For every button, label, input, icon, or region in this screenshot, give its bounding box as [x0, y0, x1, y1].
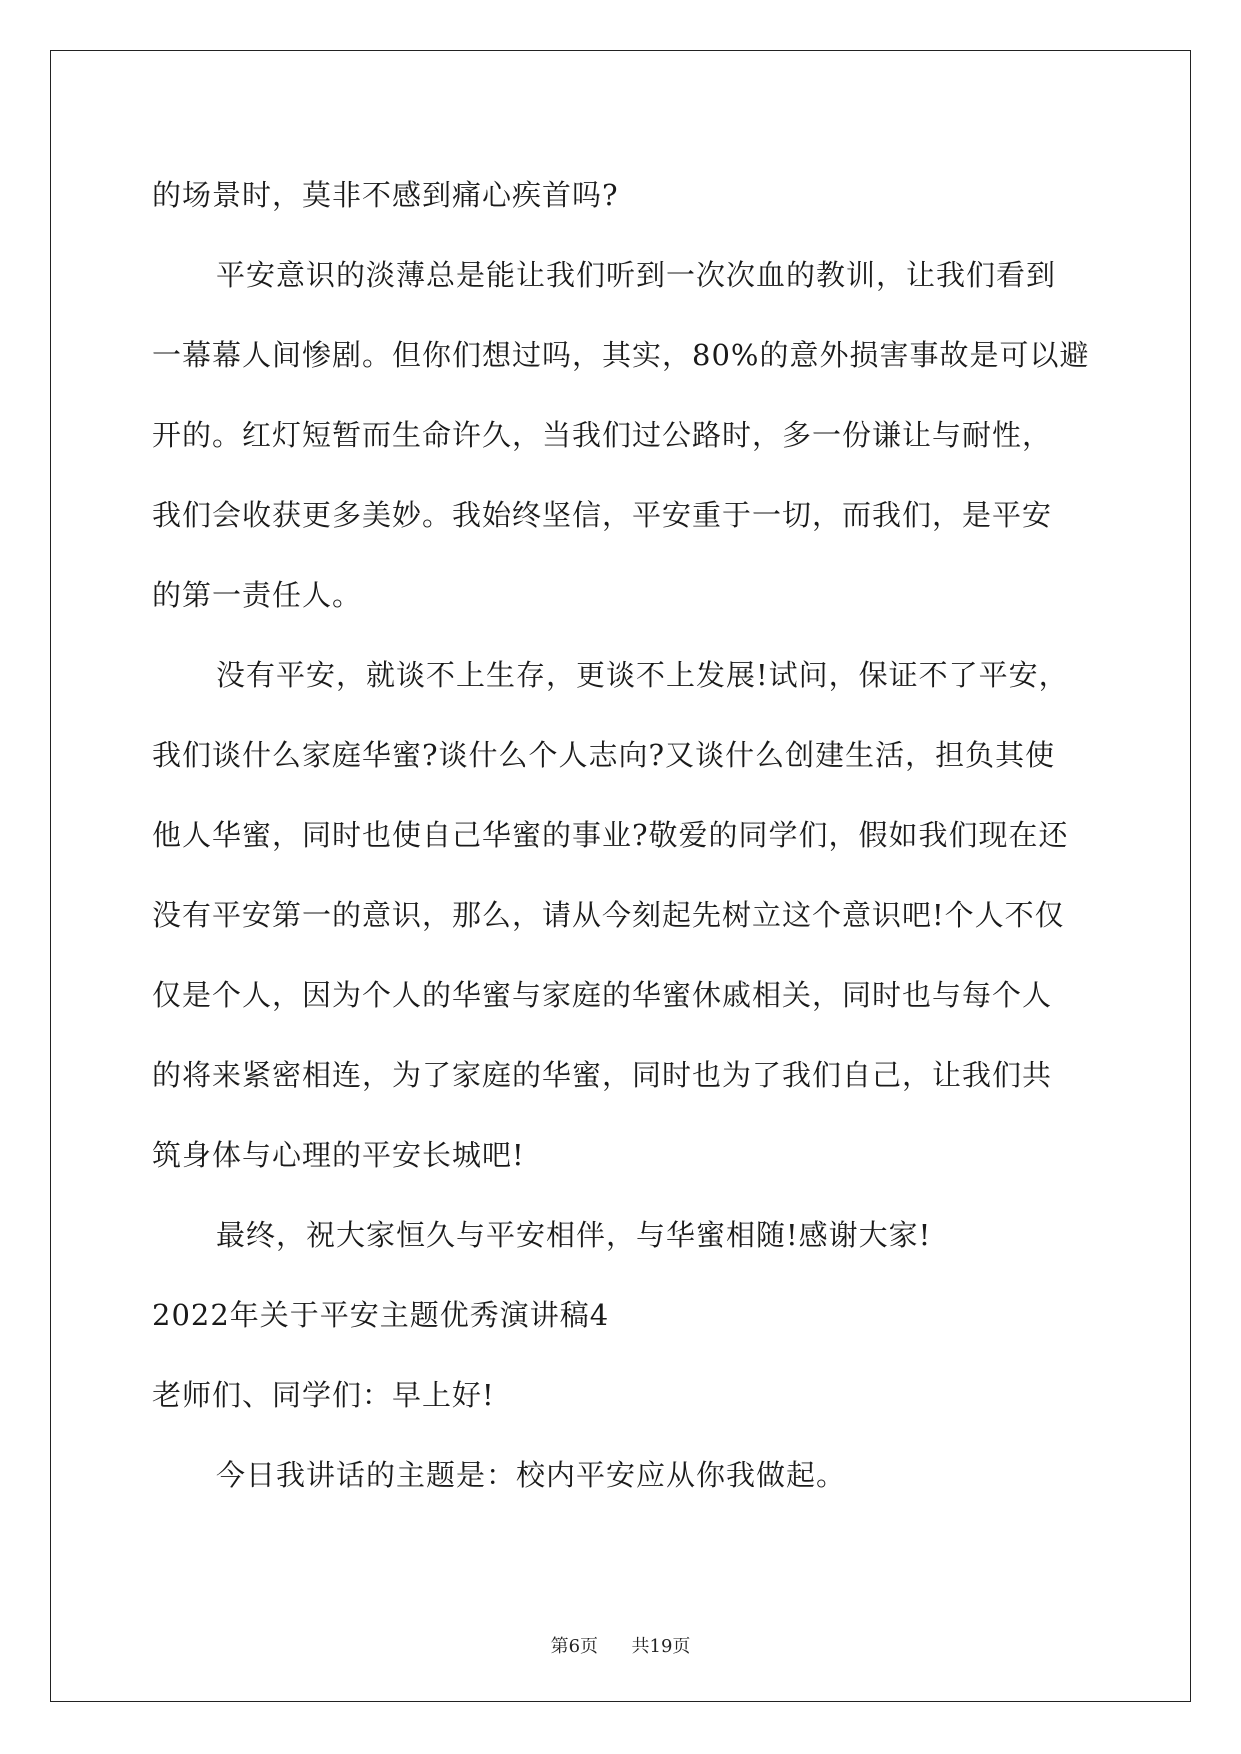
text-line-13: 筑身体与心理的平安长城吧!: [152, 1138, 525, 1172]
document-body: [152, 155, 1112, 1515]
page-footer: [0, 1632, 1241, 1658]
text-line-6: 的第一责任人。: [152, 578, 363, 612]
text-line-4: 开的。红灯短暂而生命许久，当我们过公路时，多一份谦让与耐性，: [152, 418, 1053, 452]
text-line-11: 仅是个人，因为个人的华蜜与家庭的华蜜休戚相关，同时也与每个人: [152, 978, 1053, 1012]
text-line-10: 没有平安第一的意识，那么，请从今刻起先树立这个意识吧!个人不仅: [152, 898, 1065, 932]
text-line-5: 我们会收获更多美妙。我始终坚信，平安重于一切，而我们，是平安: [152, 498, 1053, 532]
text-line-3: 一幕幕人间惨剧。但你们想过吗，其实，80%的意外损害事故是可以避: [152, 338, 1090, 372]
page-number: 第6页: [550, 1636, 599, 1657]
text-line-8: 我们谈什么家庭华蜜?谈什么个人志向?又谈什么创建生活，担负其使: [152, 738, 1056, 772]
greeting-line: 老师们、同学们：早上好!: [152, 1378, 495, 1412]
text-line-12: 的将来紧密相连，为了家庭的华蜜，同时也为了我们自己，让我们共: [152, 1058, 1053, 1092]
section-heading: 2022年关于平安主题优秀演讲稿4: [152, 1298, 610, 1332]
page-total: 共19页: [631, 1636, 691, 1657]
text-line-9: 他人华蜜，同时也使自己华蜜的事业?敬爱的同学们，假如我们现在还: [152, 818, 1069, 852]
text-line-1: 的场景时，莫非不感到痛心疾首吗?: [152, 178, 619, 212]
text-line-17: 今日我讲话的主题是：校内平安应从你我做起。: [216, 1458, 847, 1492]
text-line-7: 没有平安，就谈不上生存，更谈不上发展!试问，保证不了平安，: [216, 658, 1069, 692]
text-line-2: 平安意识的淡薄总是能让我们听到一次次血的教训，让我们看到: [216, 258, 1057, 292]
text-line-14: 最终，祝大家恒久与平安相伴，与华蜜相随!感谢大家!: [216, 1218, 932, 1252]
